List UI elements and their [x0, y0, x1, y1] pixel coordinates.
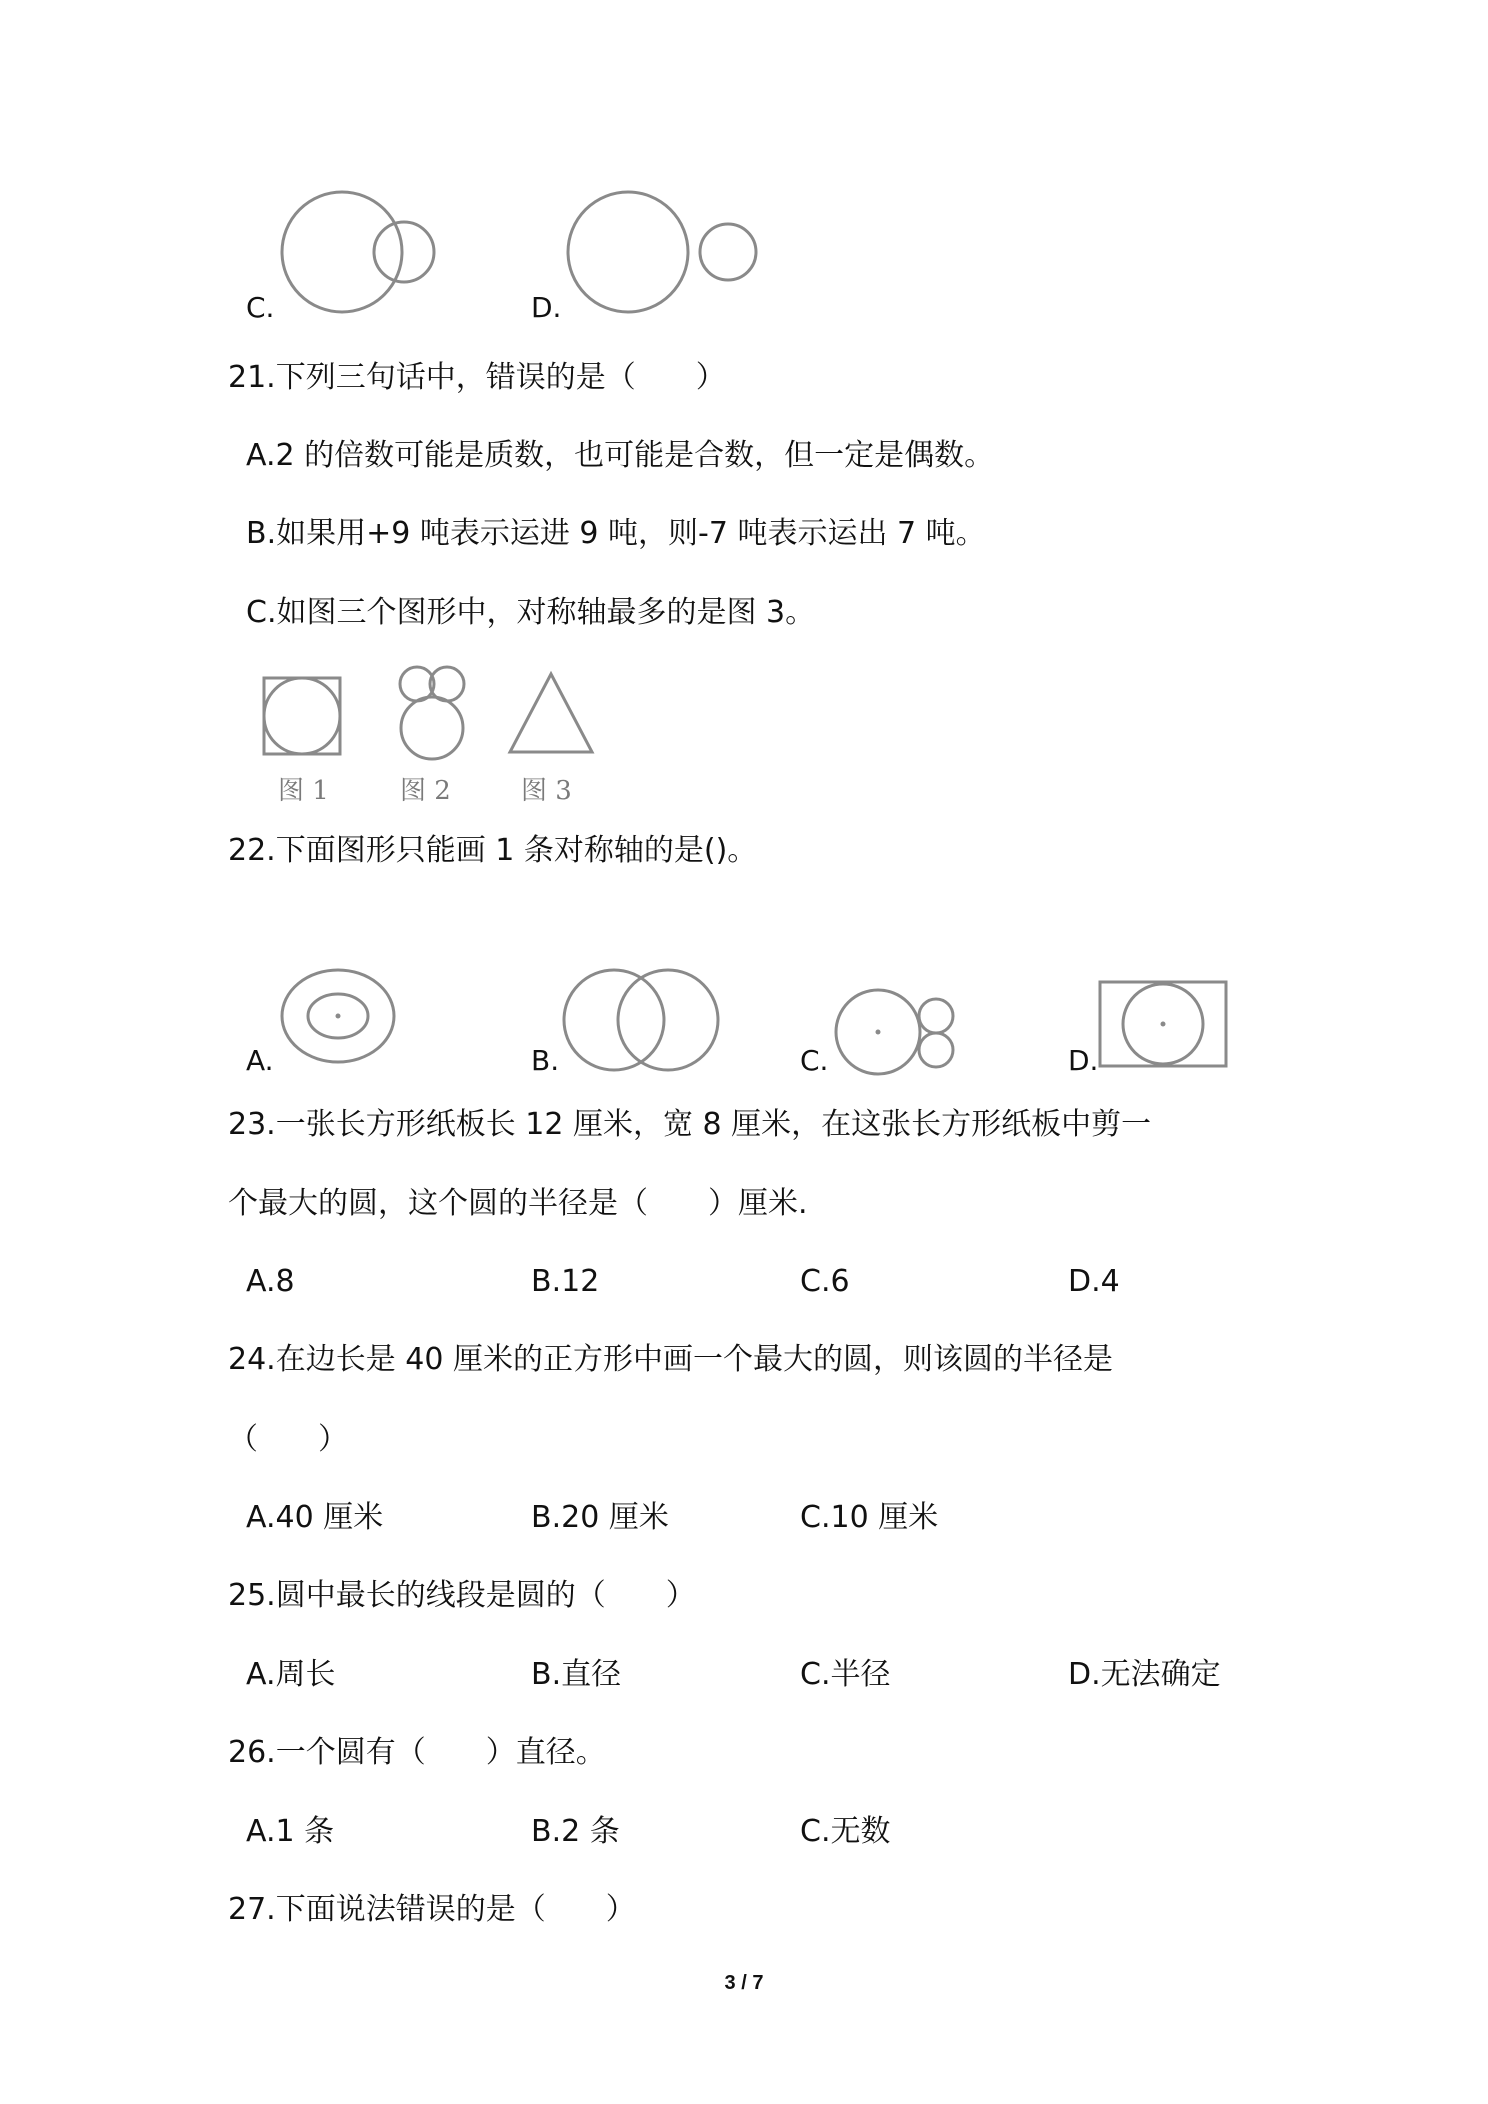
- q21-figure-3-triangle: [506, 670, 596, 760]
- q21-figure-2-three-circles: [392, 664, 472, 764]
- q21-figure-1-square-circle: [262, 676, 342, 756]
- q26-stem: 26.一个圆有（ ）直径。: [228, 1735, 606, 1770]
- q23-option-b: B.12: [531, 1264, 600, 1299]
- q25-option-c: C.半径: [800, 1657, 891, 1692]
- page-number: 3 / 7: [724, 1972, 764, 1994]
- q22-figure-b-two-circles: [562, 966, 722, 1076]
- q21-option-a: A.2 的倍数可能是质数，也可能是合数，但一定是偶数。: [246, 438, 995, 473]
- q20-figure-d: [560, 180, 780, 320]
- q22-option-d-label: D.: [1068, 1044, 1099, 1077]
- q23-stem-line2: 个最大的圆，这个圆的半径是（ ）厘米.: [228, 1186, 808, 1221]
- q21-stem: 21.下列三句话中，错误的是（ ）: [228, 360, 726, 395]
- q26-option-a: A.1 条: [246, 1814, 335, 1849]
- q25-option-b: B.直径: [531, 1657, 622, 1692]
- q20-option-d-label: D.: [531, 291, 562, 324]
- q26-option-b: B.2 条: [531, 1814, 620, 1849]
- q23-option-a: A.8: [246, 1264, 295, 1299]
- q21-figure-2-caption: 图 2: [400, 776, 451, 806]
- q21-option-c: C.如图三个图形中，对称轴最多的是图 3。: [246, 595, 816, 630]
- q23-option-c: C.6: [800, 1264, 850, 1299]
- q25-stem: 25.圆中最长的线段是圆的（ ）: [228, 1578, 696, 1613]
- q26-option-c: C.无数: [800, 1814, 891, 1849]
- q24-option-a: A.40 厘米: [246, 1500, 384, 1535]
- q24-stem-line2: （ ）: [228, 1422, 348, 1457]
- q24-option-b: B.20 厘米: [531, 1500, 669, 1535]
- q25-option-d: D.无法确定: [1068, 1657, 1221, 1692]
- q22-option-c-label: C.: [800, 1044, 829, 1077]
- q22-stem: 22.下面图形只能画 1 条对称轴的是()。: [228, 833, 758, 868]
- q21-figure-1-caption: 图 1: [278, 776, 329, 806]
- q22-option-b-label: B.: [531, 1044, 560, 1077]
- q21-option-b: B.如果用+9 吨表示运进 9 吨，则-7 吨表示运出 7 吨。: [246, 516, 986, 551]
- q23-stem-line1: 23.一张长方形纸板长 12 厘米，宽 8 厘米，在这张长方形纸板中剪一: [228, 1107, 1152, 1142]
- q25-option-a: A.周长: [246, 1657, 336, 1692]
- q20-figure-c: [270, 180, 450, 320]
- q22-option-a-label: A.: [246, 1044, 274, 1077]
- q24-option-c: C.10 厘米: [800, 1500, 939, 1535]
- q22-figure-c-circle-with-two-small: [832, 986, 962, 1076]
- q22-figure-a-concentric-ellipses: [278, 966, 398, 1066]
- q24-stem-line1: 24.在边长是 40 厘米的正方形中画一个最大的圆，则该圆的半径是: [228, 1342, 1113, 1377]
- q20-option-c-label: C.: [246, 291, 275, 324]
- q22-figure-d-rectangle-circle: [1098, 980, 1228, 1070]
- q27-stem: 27.下面说法错误的是（ ）: [228, 1892, 636, 1927]
- q23-option-d: D.4: [1068, 1264, 1120, 1299]
- q21-figure-3-caption: 图 3: [521, 776, 572, 806]
